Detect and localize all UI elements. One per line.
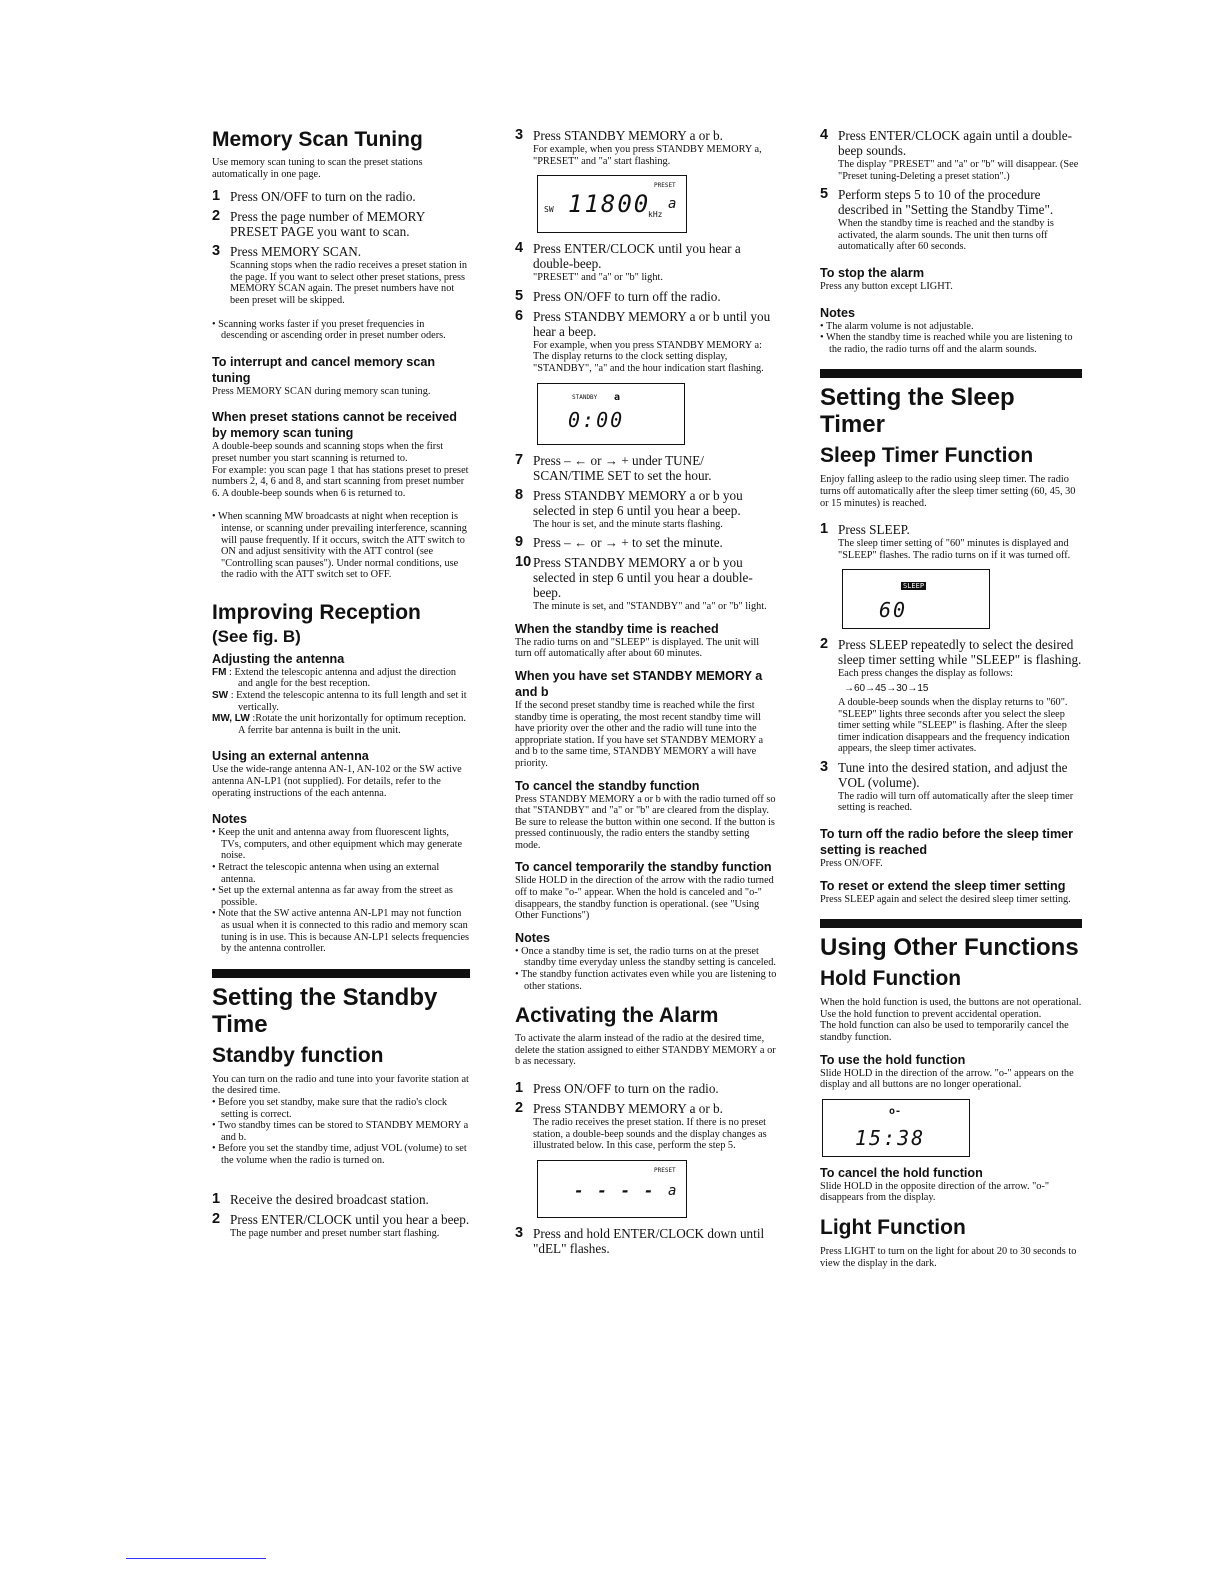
sleep-section-heading: Setting the Sleep Timer	[820, 369, 1082, 438]
step: 4 Press ENTER/CLOCK until you hear a double-beep.	[515, 240, 741, 272]
step: 7 Press – ← or → + under TUNE/ SCAN/TIME SET to set the hour.	[515, 451, 712, 483]
step: 9 Press – ← or → + to set the minute.	[515, 534, 723, 551]
step-note: The display "PRESET" and "a" or "b" will disappear. (See "Preset tuning-Deleting a preset station".)	[838, 159, 1079, 182]
standby-intro: You can turn on the radio and tune into your favorite station at the desired time.	[212, 1073, 469, 1097]
note-item: • The alarm volume is not adjustable.	[820, 320, 974, 332]
bullet: • Scanning works faster if you preset frequencies in descending or ascending order in preset number oders.	[212, 318, 446, 342]
step: 2 Press SLEEP repeatedly to select the desired sleep timer setting while "SLEEP" is flashing.	[820, 636, 1082, 668]
bullet: • Before you set standby, make sure that the radio's clock setting is correct.	[212, 1096, 447, 1120]
step-note: When the standby time is reached and the standby is activated, the alarm sounds. The unit then turns off automatically after 60 seconds.	[838, 218, 1054, 253]
reset-text: Press SLEEP again and select the desired sleep timer setting.	[820, 893, 1071, 905]
memory-scan-intro: Use memory scan tuning to scan the preset stations automatically in one page.	[212, 157, 423, 180]
step: 1 Receive the desired broadcast station.	[212, 1190, 429, 1207]
column-1	[212, 128, 470, 1239]
note-item: • Set up the external antenna as far away from the street as possible.	[212, 885, 453, 908]
reached-heading: When the standby time is reached	[515, 621, 719, 636]
step: 3 Press and hold ENTER/CLOCK down until "dEL" flashes.	[515, 1224, 765, 1256]
standby-section-heading: Setting the Standby Time	[212, 969, 470, 1038]
temp-cancel-heading: To cancel temporarily the standby function	[515, 860, 772, 875]
cancel-hold-heading: To cancel the hold function	[820, 1165, 983, 1180]
turn-off-text: Press ON/OFF.	[820, 858, 883, 870]
step: 5 Press ON/OFF to turn off the radio.	[515, 287, 721, 304]
standby-function-heading: Standby function	[212, 1043, 384, 1067]
memory-scan-heading: Memory Scan Tuning	[212, 128, 423, 151]
step-note: The sleep timer setting of "60" minutes is displayed and "SLEEP" flashes. The radio turns on if it was turned off.	[838, 538, 1071, 561]
notes-heading: Notes	[212, 812, 247, 827]
step-note: Each press changes the display as follows:	[838, 668, 1014, 680]
step: 2 Press STANDBY MEMORY a or b.	[515, 1100, 723, 1116]
step-note: The page number and preset number start flashing.	[230, 1227, 440, 1239]
sw-def: SW : Extend the telescopic antenna to its full length and set it vertically.	[212, 690, 467, 713]
step: 3 Press STANDBY MEMORY a or b.	[515, 127, 723, 143]
see-fig: (See fig. B)	[212, 626, 301, 646]
cancel-standby-text: Press STANDBY MEMORY a or b with the radio turned off so that "STANDBY" and "a" or "b" are cleared from the display.	[515, 793, 776, 817]
lcd-display-standby: STANDBY a 0:00	[537, 383, 685, 445]
reached-text: The radio turns on and "SLEEP" is displayed. The unit will turn off automatically after about 60 minutes.	[515, 636, 760, 660]
fig-label: B	[282, 626, 296, 646]
hold-function-heading: Hold Function	[820, 967, 962, 991]
step: 1 Press ON/OFF to turn on the radio.	[212, 188, 416, 205]
cannot-example: For example: you scan page 1 that has stations preset to preset numbers 2, 4, 6 and 8, and start scanning from preset number 6. A double-beep sounds when 6 is returned to.	[212, 464, 469, 499]
note-item: • Note that the SW active antenna AN-LP1 may not function as usual when it is connected to this radio and memory scan tuning is in use. This is because AN-LP1 selects frequencies by the antenna controller.	[212, 908, 470, 955]
light-function-heading: Light Function	[820, 1216, 966, 1239]
step: 2 Press ENTER/CLOCK until you hear a beep.	[212, 1210, 470, 1227]
cannot-heading: When preset stations cannot be received by memory scan tuning	[212, 410, 457, 441]
notes-heading: Notes	[515, 930, 550, 945]
step: 3 Tune into the desired station, and adjust the VOL (volume).	[820, 758, 1068, 790]
other-functions-heading: Using Other Functions	[820, 919, 1082, 961]
stop-alarm-heading: To stop the alarm	[820, 265, 925, 280]
note-item: • Once a standby time is set, the radio turns on at the preset standby time everyday unless the standby setting is canceled.	[515, 945, 776, 969]
sleep-sequence: →60→45→30→15	[844, 682, 929, 694]
step: 3 Press MEMORY SCAN.	[212, 243, 362, 260]
step-note: The hour is set, and the minute starts flashing.	[533, 518, 723, 530]
step: 8 Press STANDBY MEMORY a or b you selected in step 6 until you hear a beep.	[515, 486, 743, 518]
reset-heading: To reset or extend the sleep timer setting	[820, 878, 1066, 893]
step: 4 Press ENTER/CLOCK again until a double-beep sounds.	[820, 127, 1073, 158]
external-antenna-text: Use the wide-range antenna AN-1, AN-102 or the SW active antenna AN-LP1 (not supplied). For details, refer to the operating instructions of the each antenna.	[212, 764, 462, 799]
footer-rule	[126, 1558, 266, 1559]
cancel-standby-text-2: Be sure to release the button within one second. If the button is pressed continuously, the radio enters the standby setting mode.	[515, 816, 775, 851]
lcd-display-hold: o- 15:38	[822, 1099, 970, 1157]
step-note: The minute is set, and "STANDBY" and "a" or "b" light.	[533, 601, 767, 613]
bullet: • When scanning MW broadcasts at night when reception is intense, or scanning under prevailing interference, scanning will pause frequently. If it occurs, switch the ATT switch to ON and adjust sensitivity with the ATT control (see "Controlling scan pauses"). Under normal conditions, use the radio with the ATT switch set to OFF.	[212, 511, 467, 581]
notes-heading: Notes	[820, 305, 855, 320]
cancel-standby-heading: To cancel the standby function	[515, 778, 700, 793]
note-item: • The standby function activates even while you are listening to other stations.	[515, 969, 777, 992]
both-set-heading: When you have set STANDBY MEMORY a and b	[515, 668, 763, 699]
adjusting-heading: Adjusting the antenna	[212, 651, 345, 666]
lcd-display-frequency: SW 11800 kHz PRESET a	[537, 175, 687, 233]
bullet: • Before you set the standby time, adjust VOL (volume) to set the volume when the radio is turned on.	[212, 1143, 467, 1166]
lcd-display-sleep: SLEEP 60	[842, 569, 990, 629]
sleep-function-heading: Sleep Timer Function	[820, 444, 1034, 468]
bullet: • Two standby times can be stored to STANDBY MEMORY a and b.	[212, 1120, 469, 1143]
alarm-intro: To activate the alarm instead of the radio at the desired time, delete the station assigned to either STANDBY MEMORY a or b as necessary.	[515, 1033, 776, 1068]
fm-def: FM : Extend the telescopic antenna and adjust the direction and angle for the best reception.	[212, 666, 457, 690]
step: 10 Press STANDBY MEMORY a or b you selected in step 6 until you hear a double-beep.	[515, 554, 753, 601]
interrupt-text: Press MEMORY SCAN during memory scan tuning.	[212, 385, 431, 397]
step: 6 Press STANDBY MEMORY a or b until you hear a beep.	[515, 307, 771, 339]
step: 1 Press SLEEP.	[820, 521, 910, 538]
temp-cancel-text: Slide HOLD in the direction of the arrow with the radio turned off to make "o-" appear. When the hold is canceled and "o-" disappears, the standby function is operational. (see "Using Other Functions")	[515, 875, 774, 922]
step-note: The radio will turn off automatically after the sleep timer setting is reached.	[838, 790, 1074, 814]
step-note: "PRESET" and "a" or "b" light.	[533, 272, 663, 284]
hold-text: When the hold function is used, the buttons are not operational. Use the hold function to prevent accidental operation.	[820, 997, 1082, 1020]
step: 2 Press the page number of MEMORY PRESET PAGE you want to scan.	[212, 208, 425, 240]
note-item: • Keep the unit and antenna away from fluorescent lights, TVs, computers, and other equipment which may generate noise.	[212, 827, 463, 862]
step-note: For example, when you press STANDBY MEMORY a, "PRESET" and "a" start flashing.	[533, 144, 762, 167]
lcd-display-no-preset: - - - - PRESET a	[537, 1160, 687, 1218]
column-2	[515, 128, 777, 1256]
use-hold-heading: To use the hold function	[820, 1052, 966, 1067]
step-note: The radio receives the preset station. If there is no preset station, a double-beep sounds and the display changes as illustrated below. In this case, perform the step 5.	[533, 1117, 767, 1152]
improving-reception-heading: Improving Reception	[212, 600, 421, 624]
mwlw-def: MW, LW :Rotate the unit horizontally for optimum reception. A ferrite bar antenna is built in the unit.	[212, 713, 466, 736]
sleep-intro: Enjoy falling asleep to the radio using sleep timer. The radio turns off automatically after the sleep timer setting (60, 45, 30 or 15 minutes) is reached.	[820, 474, 1076, 509]
alarm-heading: Activating the Alarm	[515, 1004, 719, 1028]
hold-text-2: The hold function can also be used to temporarily cancel the standby function.	[820, 1020, 1069, 1044]
step-note: A double-beep sounds when the display returns to "60". "SLEEP" lights three seconds after you select the sleep timer setting while "SLEEP" is flashing. After the sleep timer indication disappears and the frequency indication appears, the sleep timer activates.	[838, 696, 1070, 755]
light-text: Press LIGHT to turn on the light for about 20 to 30 seconds to view the display in the dark.	[820, 1246, 1077, 1269]
interrupt-heading: To interrupt and cancel memory scan tuning	[212, 354, 436, 385]
external-antenna-heading: Using an external antenna	[212, 749, 369, 764]
cancel-hold-text: Slide HOLD in the opposite direction of the arrow. "o-" disappears from the display.	[820, 1180, 1050, 1204]
both-set-text: If the second preset standby time is reached while the first standby time is operating, the most recent standby time will have priority over the other and the radio will tune into the appropriate station. If you have set STANDBY MEMORY a and b to the same time, STANDBY MEMORY a will have priority.	[515, 699, 764, 769]
step: 1 Press ON/OFF to turn on the radio.	[515, 1080, 719, 1096]
note-item: • Retract the telescopic antenna when using an external antenna.	[212, 862, 440, 885]
cannot-text: A double-beep sounds and scanning stops when the first preset number you start scanning is returned to.	[212, 441, 444, 464]
column-3	[820, 128, 1082, 1269]
turn-off-heading: To turn off the radio before the sleep timer setting is reached	[820, 827, 1074, 858]
key-icon: o-	[889, 1105, 902, 1117]
use-hold-text: Slide HOLD in the direction of the arrow. "o-" appears on the display and all buttons are no longer operational.	[820, 1067, 1074, 1091]
stop-alarm-text: Press any button except LIGHT.	[820, 280, 953, 292]
step-note: Scanning stops when the radio receives a preset station in the page. If you want to select other preset stations, press MEMORY SCAN again. The preset numbers have not been preset will be skipped.	[230, 260, 468, 306]
step-note: For example, when you press STANDBY MEMORY a: The display returns to the clock setting display, "STANDBY", "a" and the hour indication start flashing.	[533, 339, 764, 374]
step: 5 Perform steps 5 to 10 of the procedure described in "Setting the Standby Time".	[820, 186, 1054, 218]
note-item: • When the standby time is reached while you are listening to the radio, the radio turns off and the alarm sounds.	[820, 332, 1073, 355]
